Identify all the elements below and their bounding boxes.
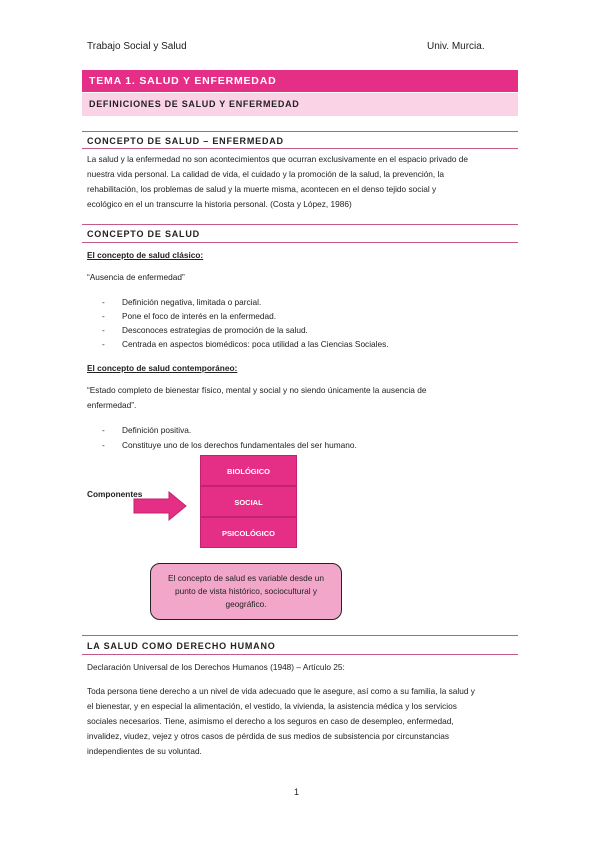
declaration-reference: Declaración Universal de los Derechos Humanos (1948) – Artículo 25:: [87, 662, 345, 672]
component-box-psicologico: PSICOLÓGICO: [200, 517, 297, 548]
section-divider: [82, 242, 518, 243]
list-item: - Constituye uno de los derechos fundamentales del ser humano.: [102, 440, 357, 450]
subtopic-title-band: DEFINICIONES DE SALUD Y ENFERMEDAD: [82, 93, 518, 116]
header-university: Univ. Murcia.: [427, 41, 485, 52]
arrow-right-icon: [133, 491, 187, 521]
contemporary-concept-quote: [87, 383, 517, 413]
header-course-title: Trabajo Social y Salud: [87, 41, 187, 52]
paragraph-line: enfermedad”.: [87, 400, 137, 410]
section3-paragraph: [87, 684, 517, 759]
section-divider: [82, 224, 518, 225]
paragraph-line: independientes de su voluntad.: [87, 746, 202, 756]
section-title-concepto-salud: CONCEPTO DE SALUD: [87, 229, 200, 239]
paragraph-line: ecológico en el un transcurre la historia personal. (Costa y López, 1986): [87, 199, 352, 209]
list-item: - Centrada en aspectos biomédicos: poca utilidad a las Ciencias Sociales.: [102, 339, 389, 349]
classic-concept-heading: El concepto de salud clásico:: [87, 250, 204, 260]
section-divider: [82, 654, 518, 655]
classic-concept-quote: “Ausencia de enfermedad”: [87, 272, 185, 282]
paragraph-line: nuestra vida personal. La calidad de vida, el cuidado y la promoción de la salud, la prevención, la: [87, 169, 444, 179]
contemporary-concept-heading: El concepto de salud contemporáneo:: [87, 363, 238, 373]
paragraph-line: invalidez, viudez, vejez y otros casos de pérdida de sus medios de subsistencia por circunstancias: [87, 731, 450, 741]
callout-note: [150, 563, 342, 620]
component-box-social: SOCIAL: [200, 486, 297, 517]
list-item: - Definición negativa, limitada o parcial.: [102, 297, 262, 307]
component-box-biologico: BIOLÓGICO: [200, 455, 297, 486]
section-divider: [82, 131, 518, 132]
callout-line: punto de vista histórico, sociocultural y: [174, 586, 318, 596]
section-title-salud-enfermedad: CONCEPTO DE SALUD – ENFERMEDAD: [87, 136, 284, 146]
components-label: Componentes: [87, 489, 143, 499]
section-divider: [82, 635, 518, 636]
list-item: - Pone el foco de interés en la enfermedad.: [102, 311, 277, 321]
list-item: - Definición positiva.: [102, 425, 192, 435]
list-item: - Desconoces estrategias de promoción de la salud.: [102, 325, 308, 335]
topic-title-band: TEMA 1. SALUD Y ENFERMEDAD: [82, 70, 518, 92]
paragraph-line: Toda persona tiene derecho a un nivel de vida adecuado que le asegure, así como a su familia, la salud y: [87, 686, 475, 696]
page-number: 1: [294, 787, 300, 797]
paragraph-line: el bienestar, y en especial la alimentación, el vestido, la vivienda, la asistencia médica y los servicios: [87, 701, 457, 711]
paragraph-line: rehabilitación, los problemas de salud y la muerte misma, acontecen en el denso tejido social y: [87, 184, 437, 194]
section-divider: [82, 148, 518, 149]
section-title-derecho-humano: LA SALUD COMO DERECHO HUMANO: [87, 641, 276, 651]
callout-line: geográfico.: [225, 599, 267, 609]
paragraph-line: sociales necesarios. Tiene, asimismo el derecho a los seguros en caso de desempleo, enfermedad,: [87, 716, 454, 726]
callout-line: El concepto de salud es variable desde un: [168, 573, 324, 583]
paragraph-line: “Estado completo de bienestar físico, mental y social y no siendo únicamente la ausencia de: [87, 385, 427, 395]
section1-paragraph: [87, 152, 517, 212]
paragraph-line: La salud y la enfermedad no son acontecimientos que ocurran exclusivamente en el espacio privado de: [87, 154, 468, 164]
